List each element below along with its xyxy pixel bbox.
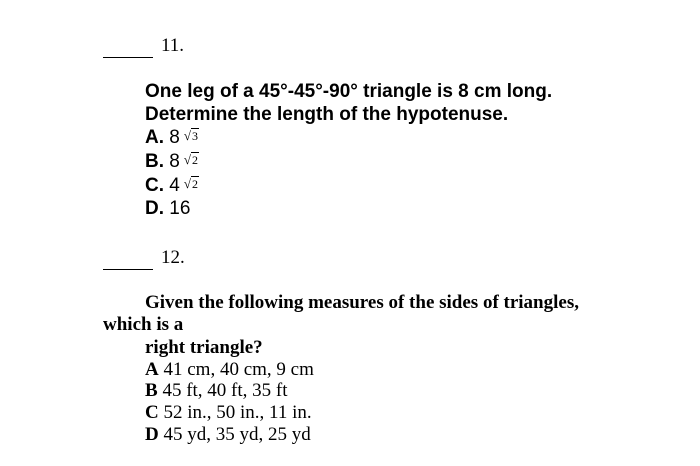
option-text: 16 bbox=[169, 198, 191, 219]
option-text: 45 yd, 35 yd, 25 yd bbox=[163, 424, 311, 445]
option-letter: A. bbox=[145, 127, 164, 148]
option-letter: C bbox=[145, 402, 159, 423]
answer-blank-12[interactable] bbox=[103, 269, 153, 270]
option-12-a[interactable] bbox=[145, 359, 314, 381]
option-coefficient: 8 bbox=[169, 151, 180, 172]
sqrt-icon: √2 bbox=[183, 152, 198, 167]
option-letter: D. bbox=[145, 198, 164, 219]
option-letter: B. bbox=[145, 151, 164, 172]
option-letter: C. bbox=[145, 175, 164, 196]
option-12-b[interactable] bbox=[145, 380, 288, 402]
option-12-d[interactable] bbox=[145, 424, 311, 446]
option-radicand: 2 bbox=[192, 177, 198, 191]
question-11-text-line2: Determine the length of the hypotenuse. bbox=[145, 104, 509, 125]
option-coefficient: 4 bbox=[169, 175, 180, 196]
option-letter: D bbox=[145, 424, 159, 445]
option-12-c[interactable] bbox=[145, 402, 312, 424]
option-radicand: 2 bbox=[192, 153, 198, 167]
option-text: 45 ft, 40 ft, 35 ft bbox=[162, 380, 288, 401]
option-text: 52 in., 50 in., 11 in. bbox=[163, 402, 312, 423]
sqrt-icon: √3 bbox=[183, 128, 198, 143]
option-coefficient: 8 bbox=[169, 127, 180, 148]
option-letter: B bbox=[145, 380, 158, 401]
question-number-11: 11. bbox=[161, 35, 185, 56]
option-letter: A bbox=[145, 359, 159, 380]
question-12-text-line3: right triangle? bbox=[145, 337, 263, 358]
option-text: 41 cm, 40 cm, 9 cm bbox=[163, 359, 314, 380]
question-12-text-line1: Given the following measures of the sides of triangles, bbox=[145, 292, 579, 313]
answer-blank-11[interactable] bbox=[103, 57, 153, 58]
option-11-c[interactable] bbox=[145, 175, 199, 197]
question-12-text-line2: which is a bbox=[103, 314, 184, 335]
sqrt-icon: √2 bbox=[183, 176, 198, 191]
option-11-a[interactable] bbox=[145, 127, 199, 149]
question-11-text-line1: One leg of a 45°-45°-90° triangle is 8 cm long. bbox=[145, 81, 553, 102]
option-radicand: 3 bbox=[192, 129, 198, 143]
question-number-12: 12. bbox=[161, 247, 185, 268]
option-11-b[interactable] bbox=[145, 151, 199, 173]
option-11-d[interactable] bbox=[145, 198, 190, 220]
